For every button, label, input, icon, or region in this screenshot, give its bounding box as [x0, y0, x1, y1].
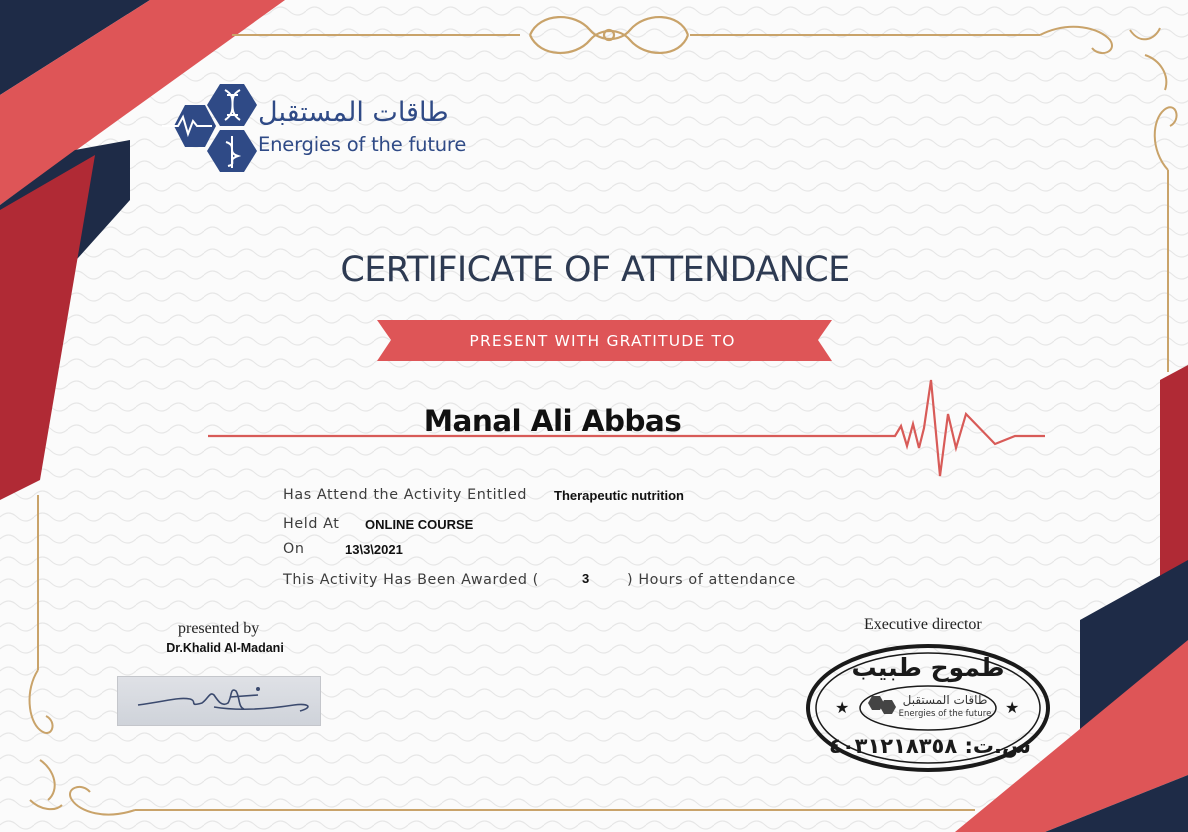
executive-director-label: Executive director	[864, 616, 982, 633]
stamp-logo-english: Energies of the future	[898, 709, 992, 719]
recipient-name: Manal Ali Abbas	[423, 404, 682, 438]
certificate-title: CERTIFICATE OF ATTENDANCE	[340, 250, 850, 290]
logo-arabic-text: طاقات المستقبل	[258, 97, 449, 128]
stamp-registration: س.ت: ٤٠٣١٢١٨٣٥٨	[829, 734, 1031, 758]
presented-by-label: presented by	[178, 620, 260, 637]
date-value: 13\3\2021	[345, 542, 403, 557]
presenter-name: Dr.Khalid Al-Madani	[166, 641, 284, 655]
star-icon: ★	[835, 698, 850, 717]
star-icon: ★	[1005, 698, 1020, 717]
activity-value: Therapeutic nutrition	[554, 488, 684, 503]
stamp-logo-arabic: طاقات المستقبل	[902, 693, 988, 707]
award-prefix: This Activity Has Been Awarded (	[283, 572, 539, 588]
activity-label: Has Attend the Activity Entitled	[283, 487, 528, 503]
award-suffix: ) Hours of attendance	[627, 572, 796, 588]
ribbon-text: PRESENT WITH GRATITUDE TO	[469, 332, 736, 350]
held-at-label: Held At	[283, 516, 340, 532]
hours-value: 3	[582, 571, 590, 586]
held-at-value: ONLINE COURSE	[365, 517, 474, 532]
stamp-name: طموح طبيب	[851, 653, 1005, 682]
date-label: On	[283, 541, 305, 557]
logo-english-text: Energies of the future	[258, 133, 467, 156]
